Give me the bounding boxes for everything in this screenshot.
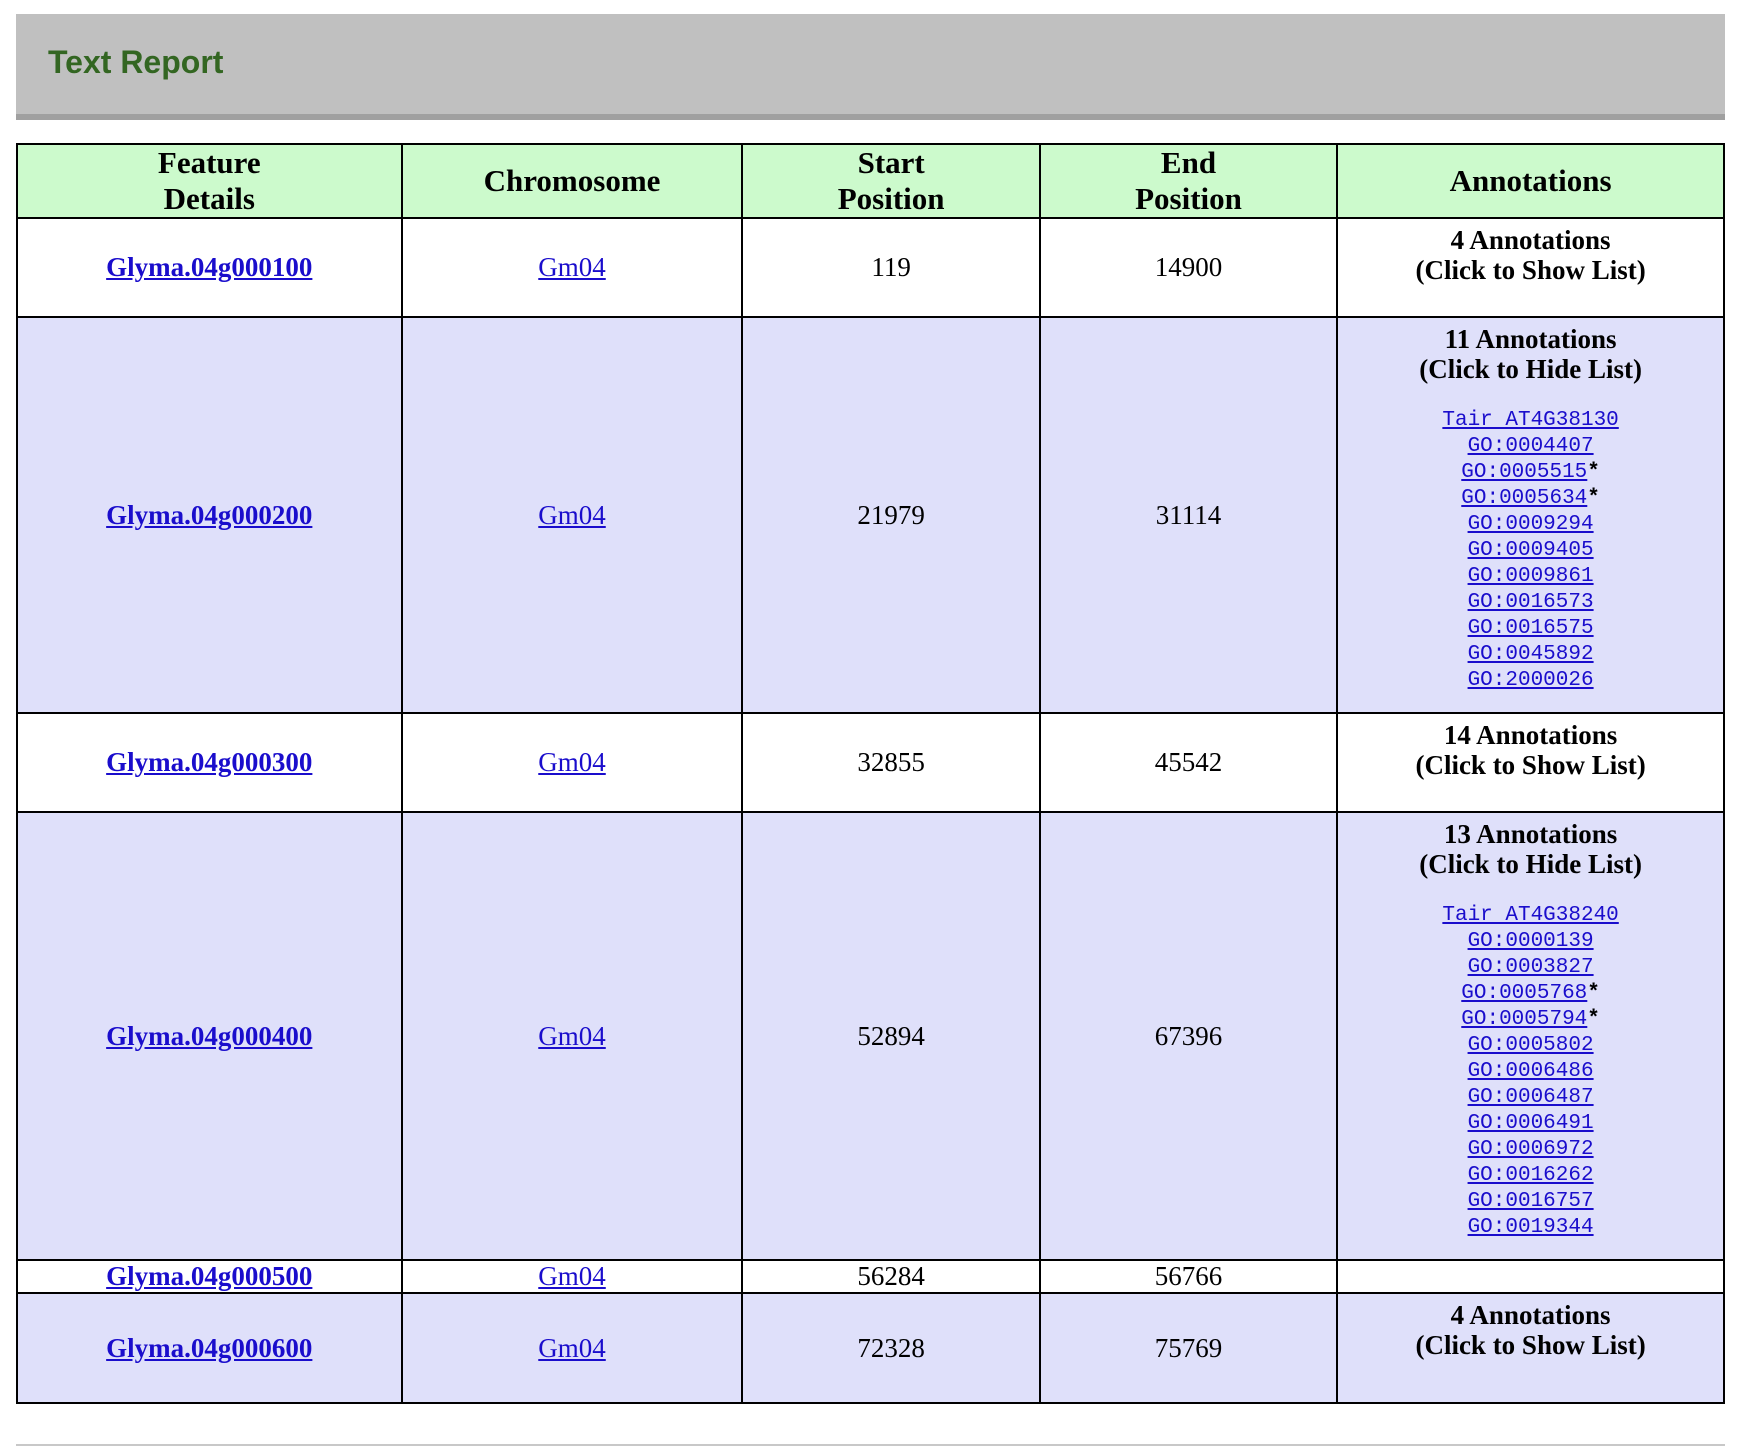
annotation-count: 4 Annotations (1450, 225, 1611, 255)
list-item (1338, 981, 1723, 1007)
chromosome-cell (402, 218, 743, 317)
annotation-link[interactable]: GO:0016757 (1467, 1190, 1594, 1213)
annotation-star-marker: * (1587, 1008, 1600, 1031)
annotation-list (1338, 903, 1723, 1241)
col-header-feature-details: Feature Details (17, 144, 402, 218)
feature-cell (17, 713, 402, 812)
report-header (16, 14, 1725, 120)
annotation-link[interactable]: Tair AT4G38130 (1442, 409, 1619, 432)
col-header-end-position: End Position (1040, 144, 1337, 218)
annotations-toggle[interactable] (1338, 720, 1723, 780)
list-item (1338, 434, 1723, 460)
list-item (1338, 590, 1723, 616)
table-row (17, 812, 1724, 1260)
annotation-link[interactable]: GO:0019344 (1467, 1216, 1594, 1239)
table-row (17, 1293, 1724, 1403)
annotation-link[interactable]: GO:0005515 (1461, 461, 1588, 484)
annotation-link[interactable]: GO:2000026 (1467, 669, 1594, 692)
chromosome-cell (402, 317, 743, 713)
list-item (1338, 408, 1723, 434)
annotation-count: 4 Annotations (1450, 1300, 1611, 1330)
list-item (1338, 460, 1723, 486)
annotation-link[interactable]: GO:0016573 (1467, 591, 1594, 614)
annotations-toggle[interactable] (1338, 819, 1723, 879)
col-header-start-position: Start Position (742, 144, 1039, 218)
list-item (1338, 512, 1723, 538)
annotation-star-marker: * (1587, 461, 1600, 484)
annotations-cell (1337, 713, 1724, 812)
annotation-link[interactable]: GO:0009294 (1467, 513, 1594, 536)
annotation-link[interactable]: GO:0009405 (1467, 539, 1594, 562)
table-row (17, 218, 1724, 317)
col-header-chromosome: Chromosome (402, 144, 743, 218)
table-row (17, 317, 1724, 713)
list-item (1338, 929, 1723, 955)
annotation-link[interactable]: GO:0006486 (1467, 1060, 1594, 1083)
annotation-link[interactable]: GO:0003827 (1467, 956, 1594, 979)
feature-cell (17, 1260, 402, 1293)
chromosome-link[interactable]: Gm04 (538, 1332, 606, 1363)
list-item (1338, 538, 1723, 564)
list-item (1338, 1163, 1723, 1189)
table-row (17, 1260, 1724, 1293)
annotation-link[interactable]: GO:0006972 (1467, 1138, 1594, 1161)
end-position-cell: 56766 (1040, 1260, 1337, 1293)
list-item (1338, 564, 1723, 590)
annotation-link[interactable]: GO:0004407 (1467, 435, 1594, 458)
list-item (1338, 486, 1723, 512)
feature-cell (17, 1293, 402, 1403)
list-item (1338, 642, 1723, 668)
chromosome-cell (402, 812, 743, 1260)
chromosome-cell (402, 1260, 743, 1293)
start-position-cell: 56284 (742, 1260, 1039, 1293)
annotations-cell (1337, 317, 1724, 713)
report-table-viewport (16, 143, 1728, 1428)
end-position-cell: 31114 (1040, 317, 1337, 713)
chromosome-link[interactable]: Gm04 (538, 1020, 606, 1051)
annotation-toggle-label: (Click to Show List) (1415, 750, 1646, 780)
feature-cell (17, 812, 402, 1260)
list-item (1338, 1137, 1723, 1163)
feature-cell (17, 317, 402, 713)
page-title: Text Report (48, 44, 224, 80)
annotation-toggle-label: (Click to Hide List) (1419, 354, 1642, 384)
list-item (1338, 1033, 1723, 1059)
start-position-cell: 32855 (742, 713, 1039, 812)
start-position-cell: 119 (742, 218, 1039, 317)
list-item (1338, 668, 1723, 694)
feature-link[interactable]: Glyma.04g000300 (106, 747, 313, 777)
chromosome-link[interactable]: Gm04 (538, 252, 606, 282)
annotation-link[interactable]: GO:0006487 (1467, 1086, 1594, 1109)
end-position-cell: 45542 (1040, 713, 1337, 812)
list-item (1338, 1189, 1723, 1215)
annotations-cell (1337, 812, 1724, 1260)
end-position-cell: 14900 (1040, 218, 1337, 317)
feature-link[interactable]: Glyma.04g000400 (106, 1020, 313, 1051)
annotations-toggle[interactable] (1338, 1300, 1723, 1360)
report-table (16, 143, 1725, 1404)
feature-link[interactable]: Glyma.04g000600 (106, 1332, 313, 1363)
annotation-count: 13 Annotations (1443, 819, 1618, 849)
list-item (1338, 1111, 1723, 1137)
annotation-count: 11 Annotations (1444, 324, 1617, 354)
annotations-cell (1337, 1260, 1724, 1293)
annotation-link[interactable]: GO:0005802 (1467, 1034, 1594, 1057)
list-item (1338, 1059, 1723, 1085)
feature-link[interactable]: Glyma.04g000500 (106, 1261, 313, 1291)
footer-divider (16, 1444, 1725, 1446)
chromosome-link[interactable]: Gm04 (538, 1261, 606, 1291)
annotation-link[interactable]: GO:0000139 (1467, 930, 1594, 953)
list-item (1338, 616, 1723, 642)
annotation-toggle-label: (Click to Show List) (1415, 1330, 1646, 1360)
feature-link[interactable]: Glyma.04g000200 (106, 499, 313, 530)
annotation-toggle-label: (Click to Hide List) (1419, 849, 1642, 879)
annotation-link[interactable]: GO:0009861 (1467, 565, 1594, 588)
annotation-link[interactable]: GO:0006491 (1467, 1112, 1594, 1135)
list-item (1338, 1215, 1723, 1241)
table-row (17, 713, 1724, 812)
annotation-link[interactable]: GO:0016575 (1467, 617, 1594, 640)
end-position-cell: 67396 (1040, 812, 1337, 1260)
annotations-toggle[interactable] (1338, 324, 1723, 384)
list-item (1338, 1085, 1723, 1111)
annotation-toggle-label: (Click to Show List) (1415, 255, 1646, 285)
start-position-cell: 52894 (742, 812, 1039, 1260)
end-position-cell: 75769 (1040, 1293, 1337, 1403)
start-position-cell: 72328 (742, 1293, 1039, 1403)
annotation-link[interactable]: GO:0005768 (1461, 982, 1588, 1005)
feature-link[interactable]: Glyma.04g000100 (106, 252, 313, 282)
chromosome-link[interactable]: Gm04 (538, 747, 606, 777)
chromosome-link[interactable]: Gm04 (538, 499, 606, 530)
list-item (1338, 955, 1723, 981)
annotation-star-marker: * (1587, 487, 1600, 510)
annotation-link[interactable]: GO:0016262 (1467, 1164, 1594, 1187)
feature-cell (17, 218, 402, 317)
annotation-link[interactable]: GO:0045892 (1467, 643, 1594, 666)
col-header-annotations: Annotations (1337, 144, 1724, 218)
chromosome-cell (402, 1293, 743, 1403)
annotations-cell (1337, 1293, 1724, 1403)
annotations-toggle[interactable] (1338, 225, 1723, 285)
annotations-cell (1337, 218, 1724, 317)
list-item (1338, 1007, 1723, 1033)
annotation-list (1338, 408, 1723, 694)
start-position-cell: 21979 (742, 317, 1039, 713)
annotation-star-marker: * (1587, 982, 1600, 1005)
list-item (1338, 903, 1723, 929)
annotation-count: 14 Annotations (1443, 720, 1618, 750)
annotation-link[interactable]: GO:0005794 (1461, 1008, 1588, 1031)
table-header-row (17, 144, 1724, 218)
annotation-link[interactable]: GO:0005634 (1461, 487, 1588, 510)
annotation-link[interactable]: Tair AT4G38240 (1442, 904, 1619, 927)
chromosome-cell (402, 713, 743, 812)
